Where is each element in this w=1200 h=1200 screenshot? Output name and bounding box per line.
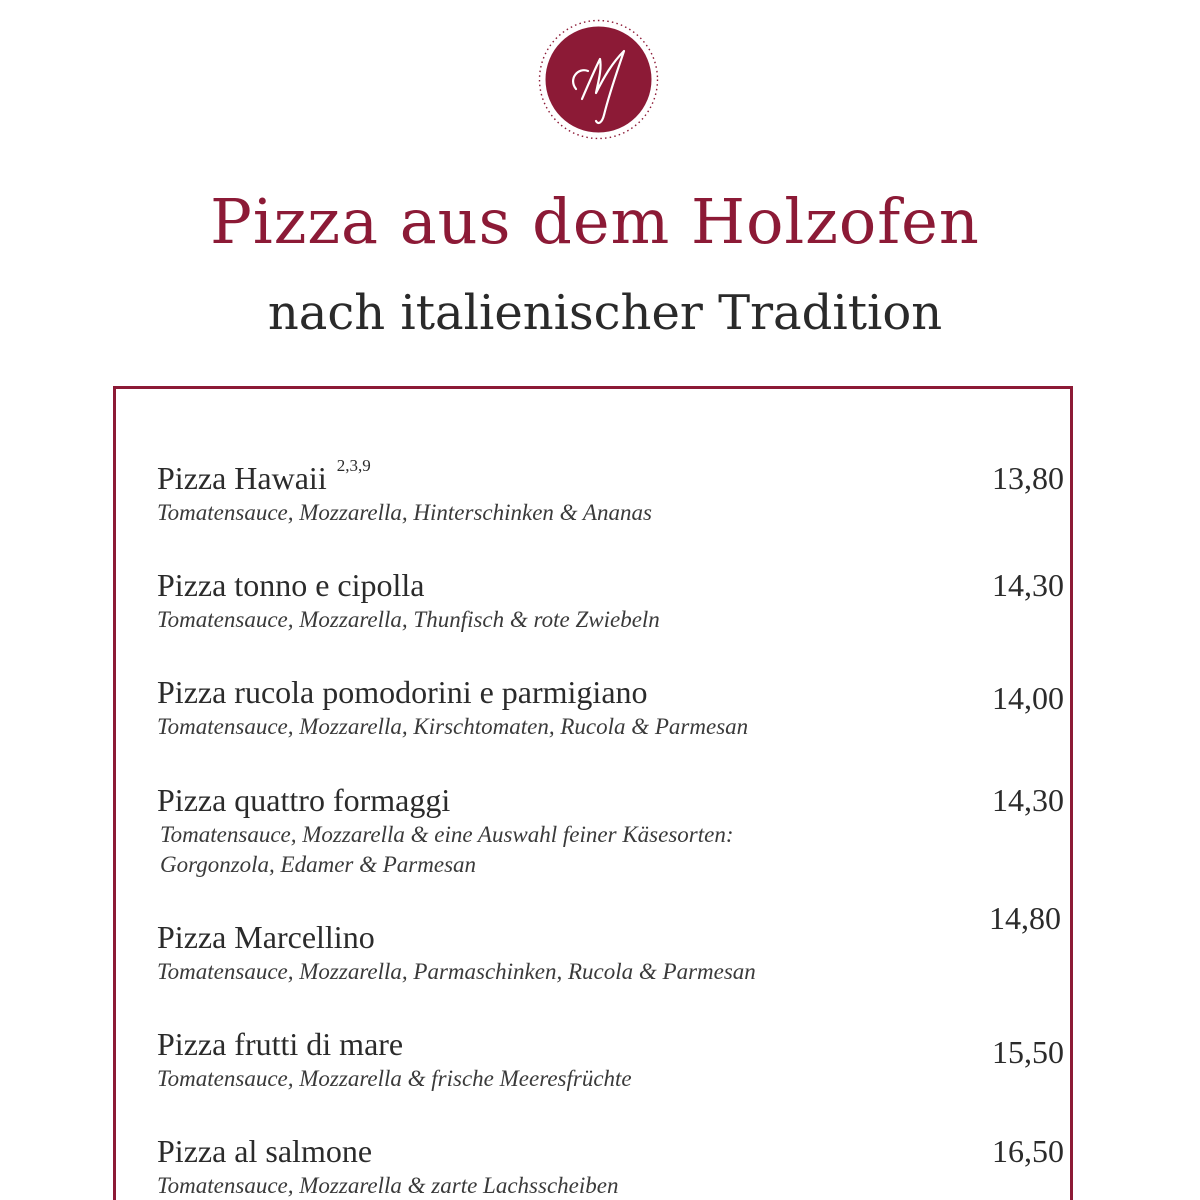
menu-item-description: Tomatensauce, Mozzarella & eine Auswahl feiner Käsesorten: [160, 822, 734, 847]
menu-item-price: 13,80 [992, 460, 1064, 496]
menu-item-name-text: Pizza Hawaii [157, 460, 327, 496]
menu-item-price: 14,00 [992, 680, 1064, 716]
menu-item-price: 14,80 [989, 900, 1061, 936]
monogram-logo-icon [538, 19, 659, 140]
menu-item-description: Tomatensauce, Mozzarella, Parmaschinken, Rucola & Parmesan [157, 959, 756, 984]
menu-item-price: 14,30 [992, 782, 1064, 818]
allergen-codes: 2,3,9 [336, 456, 371, 475]
menu-subtitle: nach italienischer Tradition [267, 285, 943, 341]
menu-item-price: 14,30 [992, 567, 1064, 603]
menu-item-name: Pizza Marcellino [157, 919, 375, 955]
menu-item-price: 16,50 [992, 1133, 1064, 1169]
menu-item-name: Pizza frutti di mare [157, 1026, 404, 1062]
menu-item-description: Tomatensauce, Mozzarella, Hinterschinken & Ananas [157, 500, 652, 525]
menu-item-name: Pizza quattro formaggi [157, 782, 451, 818]
menu-item-name [157, 458, 371, 498]
menu-item-description: Tomatensauce, Mozzarella, Kirschtomaten, Rucola & Parmesan [157, 714, 749, 739]
menu-item-name: Pizza tonno e cipolla [157, 567, 425, 603]
menu-item-description: Tomatensauce, Mozzarella & frische Meeresfrüchte [157, 1066, 632, 1091]
menu-item-price: 15,50 [992, 1034, 1064, 1070]
menu-item-name: Pizza al salmone [157, 1133, 373, 1169]
menu-item-description-line-2: Gorgonzola, Edamer & Parmesan [160, 852, 477, 877]
menu-title: Pizza aus dem Holzofen [210, 185, 980, 258]
restaurant-logo [538, 19, 659, 140]
menu-item-name: Pizza rucola pomodorini e parmigiano [157, 674, 648, 710]
menu-item-description: Tomatensauce, Mozzarella & zarte Lachsscheiben [157, 1173, 619, 1198]
menu-item-description: Tomatensauce, Mozzarella, Thunfisch & rote Zwiebeln [157, 607, 660, 632]
